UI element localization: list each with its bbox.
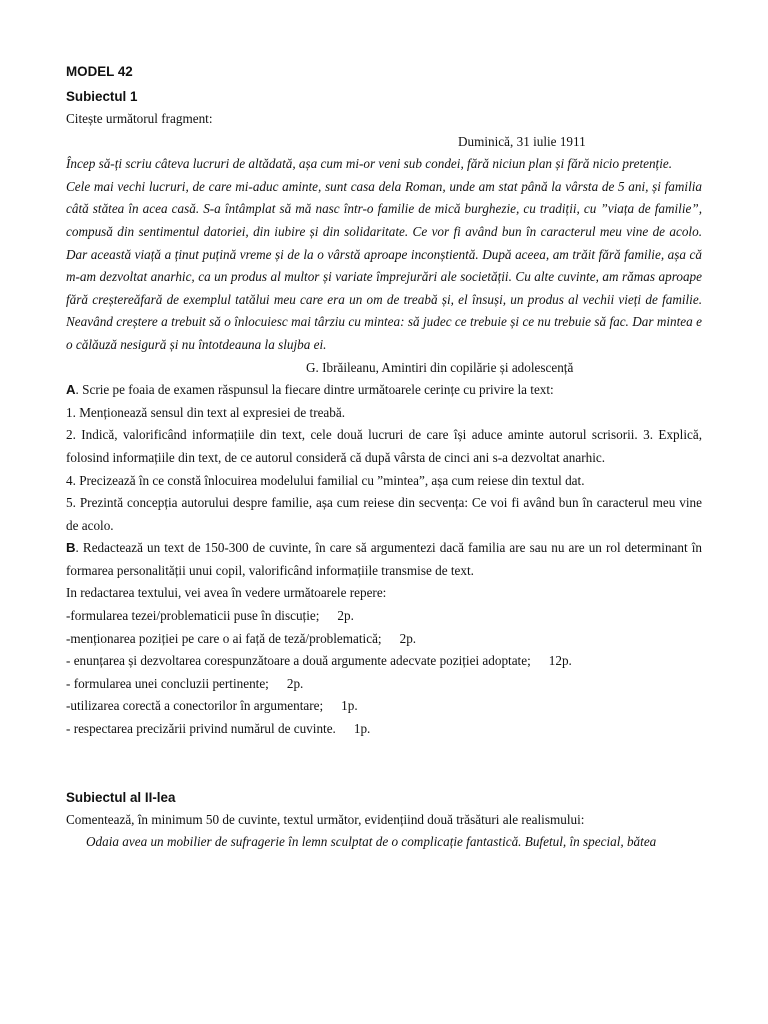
criterion-item	[66, 718, 702, 741]
subject-1-heading: Subiectul 1	[66, 89, 138, 104]
part-b-task	[66, 537, 702, 582]
letter-date: Duminică, 31 iulie 1911	[458, 133, 586, 149]
criterion-text: -menționarea poziției pe care o ai față de teză/problematică;	[66, 630, 382, 646]
part-b-task-text: . Redactează un text de 150-300 de cuvinte, în care să argumentezi dacă familia are sau nu are un rol determinant în formarea personalității unui copil, valorificând informațiile transmise de text.	[66, 540, 702, 578]
criterion-item	[66, 650, 702, 673]
question-1: 1. Menționează sensul din text al expresiei de treabă.	[66, 404, 346, 420]
question-4: 4. Precizează în ce constă înlocuirea modelului familial cu ”mintea”, așa cum reiese din textul dat.	[66, 472, 585, 488]
fragment-paragraph-2: Cele mai vechi lucruri, de care mi-aduc aminte, sunt casa dela Roman, unde am stat până la vârsta de 5 ani, și familia câtă stătea în acea casă. S-a întâmplat să mă nasc într-o familie de mică burghezie, cu tradiții, cu ”viața de familie”, compusă din sentimentul datoriei, din iubire și din solidaritate. Ce vor fi având bun în caracterul meu vine de acolo. Dar această viață a ținut puțină vreme și de la o vârstă aproape inconștientă. După aceea, am trăit fără familie, așa că m-am dezvoltat anarhic, ca un produs al multor și variate împrejurări ale societății. Cu alte cuvinte, am rămas aproape fără creștereăfară de exemplul tatălui meu care era un om de treabă și, el însuși, un produs al vechii vieți de familie. Neavând creștere a trebuit să o înlocuiesc mai târziu cu mintea: să judec ce trebuie și ce nu trebuie să fac. Dar mintea e o călăuză nesigură și nu întotdeauna la slujba ei.	[66, 178, 702, 352]
criterion-text: - formularea unei concluzii pertinente;	[66, 675, 269, 691]
part-a-intro-text: . Scrie pe foaia de examen răspunsul la fiecare dintre următoarele cerințe cu privire la text:	[75, 382, 554, 398]
criterion-points: 12p.	[548, 653, 572, 669]
criterion-points: 2p.	[286, 675, 304, 691]
fragment-source: G. Ibrăileanu, Amintiri din copilărie și adolescență	[306, 359, 574, 375]
criterion-text: - respectarea precizării privind numărul de cuvinte.	[66, 721, 336, 737]
criterion-points: 2p.	[337, 608, 354, 624]
question-2-3: 2. Indică, valorificând informațiile din text, cele două lucruri de care își aduce aminte autorul scrisorii. 3. Explică, folosind informațiile din text, de ce autorul consideră că după vârsta de cinci ani s-a dezvoltat anarhic.	[66, 427, 702, 465]
criterion-text: -utilizarea corectă a conectorilor în argumentare;	[66, 698, 324, 714]
part-b-letter: B	[66, 540, 76, 556]
fragment-paragraph-1: Încep să-ți scriu câteva lucruri de altădată, așa cum mi-or veni sub condei, fără niciun plan și fără nicio pretenție.	[66, 156, 673, 172]
model-title: MODEL 42	[66, 64, 133, 79]
criterion-item	[66, 695, 702, 718]
subject-2-instruction: Comentează, în minimum 50 de cuvinte, textul următor, evidențiind două trăsături ale realismului:	[66, 811, 585, 827]
criterion-points: 1p.	[353, 721, 371, 737]
part-a-intro	[66, 379, 702, 402]
criterion-text: -formularea tezei/problematicii puse în discuție;	[66, 608, 320, 624]
criterion-points: 1p.	[341, 698, 358, 714]
subject-2-heading: Subiectul al II-lea	[66, 789, 176, 805]
part-a-letter: A	[66, 382, 76, 398]
question-5: 5. Prezintă concepția autorului despre familie, așa cum reiese din secvența: Ce voi fi având bun în caracterul meu vine de acolo.	[66, 495, 702, 533]
section-spacer	[66, 741, 702, 785]
criteria-intro: In redactarea textului, vei avea în vedere următoarele repere:	[66, 585, 387, 601]
read-instruction: Citește următorul fragment:	[66, 111, 213, 126]
criterion-item	[66, 673, 702, 696]
subject-2-fragment: Odaia avea un mobilier de sufragerie în lemn sculptat de o complicație fantastică. Bufetul, în special, bătea	[86, 834, 657, 850]
criterion-points: 2p.	[399, 630, 417, 646]
criterion-item	[66, 628, 702, 651]
criterion-item	[66, 605, 702, 628]
criterion-text: - enunțarea și dezvoltarea corespunzătoare a două argumente adecvate poziției adoptate;	[66, 653, 531, 669]
